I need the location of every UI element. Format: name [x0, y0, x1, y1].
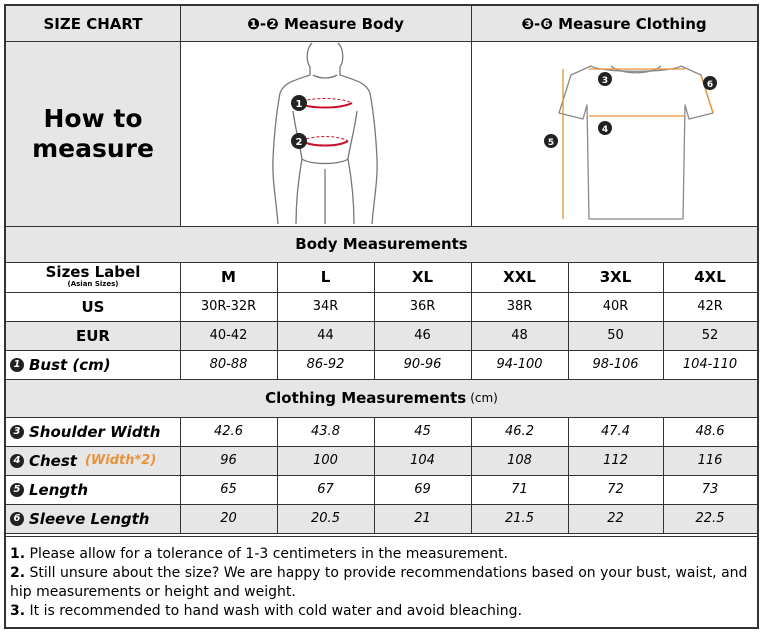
clothing-measurements-title — [6, 379, 757, 417]
body-illustration — [180, 41, 471, 226]
size-header: XL — [411, 268, 434, 286]
table-cell: 65 — [220, 482, 237, 497]
size-chart-title: SIZE CHART — [6, 6, 180, 41]
table-cell: 40R — [602, 299, 629, 314]
table-cell: 108 — [471, 446, 568, 475]
marker-4-badge: 4 — [10, 454, 24, 468]
table-cell: 42.6 — [214, 424, 243, 439]
table-cell: 73 — [701, 482, 719, 497]
table-cell: 80-88 — [209, 357, 248, 372]
marker-3-badge: 3 — [10, 425, 24, 439]
chest-label: Chest — [29, 451, 77, 470]
marker-1-badge: 1 — [10, 358, 24, 372]
measure-clothing-title: ❸-❻ Measure Clothing — [471, 6, 757, 41]
table-cell: 50 — [568, 321, 663, 350]
row-label-shoulder — [6, 417, 180, 446]
shirt-illustration — [471, 41, 757, 226]
table-cell: 116 — [663, 446, 757, 475]
table-cell: 42R — [697, 299, 723, 314]
table-cell: 43.8 — [311, 424, 340, 439]
sizes-sublabel: (Asian Sizes) — [67, 280, 119, 288]
table-cell: 67 — [317, 482, 334, 497]
table-cell: 48 — [471, 321, 568, 350]
table-cell: 52 — [663, 321, 757, 350]
marker-4-label: 4 — [601, 125, 609, 135]
table-cell: 90-96 — [403, 357, 442, 372]
size-header: 4XL — [694, 268, 726, 286]
table-cell: 22 — [568, 504, 663, 533]
marker-6-label: 6 — [706, 80, 714, 90]
note-item: 1. Please allow for a tolerance of 1-3 centimeters in the measurement. — [10, 546, 508, 562]
table-cell: 44 — [277, 321, 374, 350]
table-cell: 30R-32R — [200, 299, 257, 314]
table-cell: 34R — [312, 299, 339, 314]
row-label-bust — [6, 350, 180, 379]
sizes-label: Sizes Label — [45, 263, 141, 281]
length-label: Length — [29, 480, 88, 499]
table-cell: 22.5 — [663, 504, 757, 533]
table-cell: 96 — [180, 446, 277, 475]
table-cell: 21.5 — [471, 504, 568, 533]
size-chart — [4, 4, 759, 629]
sleeve-label: Sleeve Length — [29, 509, 150, 528]
table-cell: 104 — [374, 446, 471, 475]
body-measurements-title: Body Measurements — [6, 226, 757, 262]
note-item: 3. It is recommended to hand wash with cold water and avoid bleaching. — [10, 603, 523, 619]
table-cell: 45 — [414, 424, 431, 439]
table-cell: 46.2 — [505, 424, 534, 439]
marker-3-label: 3 — [601, 76, 609, 86]
row-label-sleeve — [6, 504, 180, 533]
marker-2-label: 2 — [295, 137, 303, 148]
clothing-title-text: Clothing Measurements — [265, 389, 467, 407]
table-cell: 21 — [374, 504, 471, 533]
row-label-length — [6, 475, 180, 504]
table-cell: 40-42 — [180, 321, 277, 350]
table-cell: 100 — [277, 446, 374, 475]
table-cell: 20 — [180, 504, 277, 533]
marker-1-label: 1 — [295, 99, 303, 110]
marker-5-label: 5 — [547, 138, 555, 148]
table-cell: 69 — [414, 482, 431, 497]
table-cell: 36R — [409, 299, 436, 314]
table-cell: 47.4 — [601, 424, 630, 439]
table-cell: 46 — [374, 321, 471, 350]
table-cell: 86-92 — [306, 357, 345, 372]
table-cell: 98-106 — [592, 357, 639, 372]
size-header: M — [221, 268, 236, 286]
shoulder-label: Shoulder Width — [29, 422, 161, 441]
row-label-chest — [6, 446, 180, 475]
size-header: 3XL — [599, 268, 632, 286]
table-cell: 72 — [607, 482, 624, 497]
row-label-us: US — [81, 297, 105, 316]
size-header: XXL — [503, 268, 536, 286]
table-cell: 48.6 — [695, 424, 725, 439]
note-item: 2. Still unsure about the size? We are happy to provide recommendations based on your bust, waist, and hip measurements or height and weight. — [10, 565, 748, 600]
table-cell: 94-100 — [496, 357, 543, 372]
marker-5-badge: 5 — [10, 483, 24, 497]
clothing-unit: (cm) — [470, 391, 498, 405]
table-cell: 104-110 — [682, 357, 738, 372]
chest-note: (Width*2) — [84, 453, 157, 468]
notes — [6, 538, 757, 621]
table-cell: 38R — [506, 299, 533, 314]
size-header: L — [320, 268, 331, 286]
sizes-label-cell — [6, 262, 180, 292]
how-to-measure-label: How to measure — [6, 41, 180, 226]
row-label-eur: EUR — [6, 321, 180, 350]
bust-label: Bust (cm) — [29, 355, 111, 374]
table-cell: 112 — [568, 446, 663, 475]
table-cell: 20.5 — [277, 504, 374, 533]
measure-body-title: ❶-❷ Measure Body — [180, 6, 471, 41]
marker-6-badge: 6 — [10, 512, 24, 526]
table-cell: 71 — [511, 482, 528, 497]
